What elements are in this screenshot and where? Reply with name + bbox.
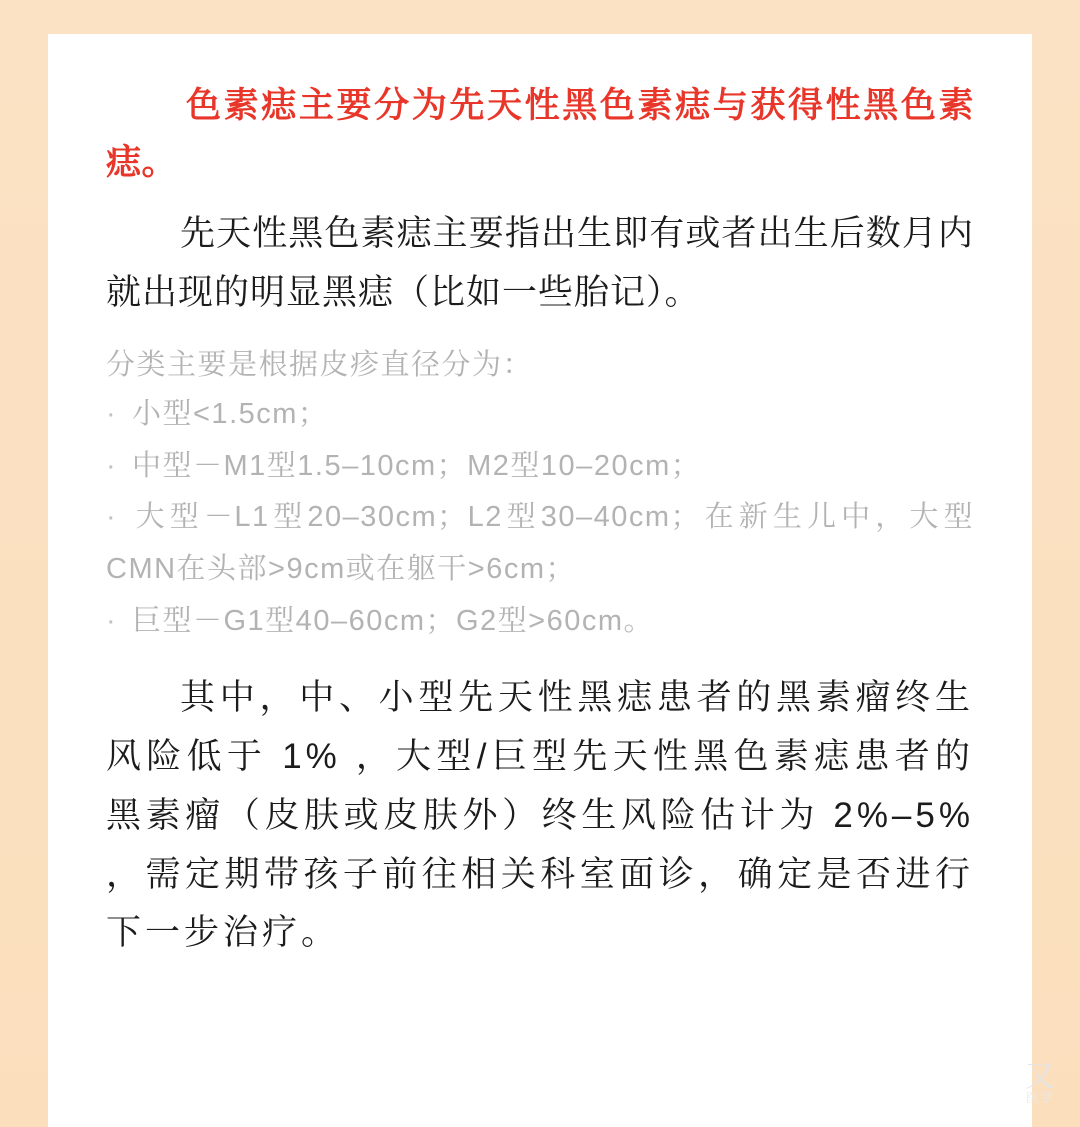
- bullet-icon: ·: [106, 398, 118, 431]
- watermark-glyph: 又: [1025, 1060, 1055, 1093]
- list-item: [106, 596, 974, 648]
- paragraph-congenital-definition: 先天性黑色素痣主要指出生即有或者出生后数月内就出现的明显黑痣（比如一些胎记）。: [106, 214, 974, 313]
- list-item-label: 巨型－G1型40–60cm；G2型>60cm。: [132, 604, 655, 637]
- list-item: [106, 389, 974, 441]
- bullet-icon: ·: [106, 604, 118, 637]
- classification-list: [106, 389, 974, 647]
- bullet-icon: ·: [106, 449, 118, 482]
- list-item-label: 大型－L1型20–30cm；L2型30–40cm；在新生儿中，大型CMN在头部>9cm或在躯干>6cm；: [106, 501, 974, 585]
- section-heading: 色素痣主要分为先天性黑色素痣与获得性黑色素痣。: [106, 86, 974, 182]
- list-item: [106, 492, 974, 595]
- list-item-label: 小型<1.5cm；: [132, 398, 329, 431]
- classification-intro: 分类主要是根据皮疹直径分为：: [106, 348, 534, 381]
- list-item: [106, 441, 974, 493]
- spacer: [106, 647, 974, 669]
- paragraph-melanoma-risk: 其中，中、小型先天性黑痣患者的黑素瘤终生风险低于 1% ，大型/巨型先天性黑色素痣患者的黑素瘤（皮肤或皮肤外）终生风险估计为 2%–5% ，需定期带孩子前往相关科室面诊，确定是否进行下一步治疗。: [106, 678, 974, 953]
- list-item-label: 中型－M1型1.5–10cm；M2型10–20cm；: [132, 449, 702, 482]
- watermark-caption: 医学: [1025, 1090, 1054, 1105]
- watermark: [1012, 1060, 1068, 1119]
- document-sheet: [48, 34, 1032, 1127]
- bullet-icon: ·: [106, 501, 118, 534]
- spacer: [106, 331, 974, 341]
